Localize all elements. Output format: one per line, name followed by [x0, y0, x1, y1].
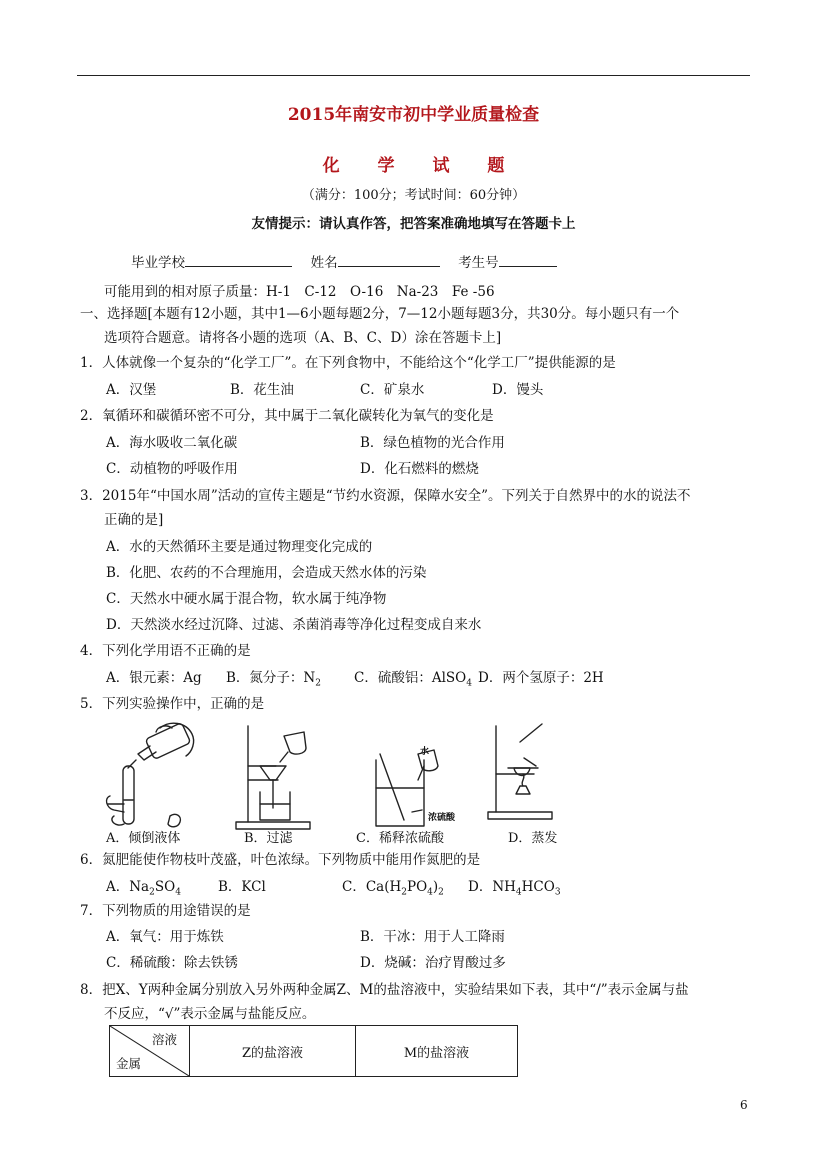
q6-option-d: D．$NH_4HCO_3$ — [468, 879, 561, 898]
q1-option-d: D．馒头 — [492, 382, 544, 398]
section1-line2: 选项符合题意。请将各小题的选项（A、B、C、D）涂在答题卡上] — [104, 330, 502, 346]
q6-option-c: C．$Ca(H_2PO_4)_2$ — [342, 879, 444, 898]
q1-stem: 1．人体就像一个复杂的“化学工厂”。在下列食物中，不能给这个“化学工厂”提供能源的是 — [80, 355, 616, 371]
table-header-z: Z的盐溶液 — [190, 1026, 356, 1077]
school-blank — [185, 252, 292, 267]
q2-option-b: B．绿色植物的光合作用 — [360, 435, 505, 451]
filtration-figure — [232, 722, 312, 832]
atomic-masses: 可能用到的相对原子质量：H-1 C-12 O-16 Na-23 Fe -56 — [104, 284, 495, 300]
evaporation-figure — [484, 722, 554, 824]
exam-subtitle: 化 学 试 题 — [322, 156, 521, 176]
table-corner-bottom: 金属 — [116, 1056, 142, 1071]
acid-label: 浓硫酸 — [428, 813, 456, 823]
q3-stem-1: 3．2015年“中国水周”活动的宣传主题是“节约水资源，保障水安全”。下列关于自然界中的水的说法不 — [80, 488, 691, 504]
q1-option-b: B．花生油 — [230, 382, 294, 398]
q6-stem: 6．氮肥能使作物枝叶茂盛，叶色浓绿。下列物质中能用作氮肥的是 — [80, 852, 481, 868]
figure-caption-c: C．稀释浓硫酸 — [356, 831, 444, 846]
q6-option-b: B．KCl — [218, 879, 266, 895]
q8-stem-1: 8．把X、Y两种金属分别放入另外两种金属Z、M的盐溶液中，实验结果如下表，其中“/”表示金属与盐 — [80, 982, 689, 998]
header-rule — [77, 75, 750, 76]
figure-caption-a: A．倾倒液体 — [106, 831, 181, 846]
water-label: 水 — [420, 747, 430, 757]
q4-option-c: C．硫酸铝：AlSO$_4$ — [354, 670, 472, 689]
q7-option-b: B．干冰：用于人工降雨 — [360, 929, 505, 945]
q6-option-a: A．$Na_2SO_4$ — [106, 879, 181, 898]
exam-tip: 友情提示：请认真作答，把答案准确地填写在答题卡上 — [251, 216, 576, 232]
school-label: 毕业学校 — [131, 255, 185, 271]
q7-option-c: C．稀硫酸：除去铁锈 — [106, 955, 238, 971]
q8-stem-2: 不反应，“√”表示金属与盐能反应。 — [104, 1006, 316, 1022]
pouring-liquid-figure — [100, 720, 200, 835]
figure-caption-b: B．过滤 — [244, 831, 293, 846]
exam-title: 2015年南安市初中学业质量检查 — [287, 105, 540, 125]
q4-option-b: B．氮分子：$N_2$ — [226, 670, 321, 689]
table-corner-top: 溶液 — [151, 1032, 177, 1047]
q4-option-a: A．银元素：Ag — [106, 670, 202, 686]
q3-option-a: A．水的天然循环主要是通过物理变化完成的 — [106, 539, 373, 555]
q7-stem: 7．下列物质的用途错误的是 — [80, 903, 251, 919]
q3-option-d: D．天然淡水经过沉降、过滤、杀菌消毒等净化过程变成自来水 — [106, 617, 482, 633]
q2-option-d: D．化石燃料的燃烧 — [360, 461, 479, 477]
section1-line1: 一、选择题[本题有12小题，其中1—6小题每题2分，7—12小题每题3分，共30分。每小题只有一个 — [80, 306, 680, 322]
page-number: 6 — [740, 1098, 748, 1112]
reaction-table — [109, 1025, 518, 1077]
figure-caption-d: D．蒸发 — [508, 831, 558, 846]
q2-option-c: C．动植物的呼吸作用 — [106, 461, 238, 477]
name-label: 姓名 — [310, 255, 338, 271]
student-info-row — [131, 251, 557, 271]
q5-stem: 5．下列实验操作中，正确的是 — [80, 696, 265, 712]
table-corner-cell — [110, 1026, 190, 1077]
q2-stem: 2．氧循环和碳循环密不可分，其中属于二氧化碳转化为氧气的变化是 — [80, 408, 494, 424]
q4-stem: 4．下列化学用语不正确的是 — [80, 643, 251, 659]
q3-option-c: C．天然水中硬水属于混合物，软水属于纯净物 — [106, 591, 387, 607]
id-label: 考生号 — [458, 255, 499, 271]
q3-option-b: B．化肥、农药的不合理施用，会造成天然水体的污染 — [106, 565, 427, 581]
q1-option-a: A．汉堡 — [106, 382, 157, 398]
q2-option-a: A．海水吸收二氧化碳 — [106, 435, 238, 451]
q3-stem-2: 正确的是] — [104, 512, 164, 528]
name-blank — [338, 252, 440, 267]
q7-option-d: D．烧碱：治疗胃酸过多 — [360, 955, 506, 971]
id-blank — [499, 252, 557, 267]
q4-option-d: D．两个氢原子：2H — [478, 670, 604, 686]
score-info: （满分：100分；考试时间：60分钟） — [301, 188, 526, 203]
table-header-m: M的盐溶液 — [356, 1026, 518, 1077]
q7-option-a: A．氧气：用于炼铁 — [106, 929, 224, 945]
q1-option-c: C．矿泉水 — [360, 382, 425, 398]
